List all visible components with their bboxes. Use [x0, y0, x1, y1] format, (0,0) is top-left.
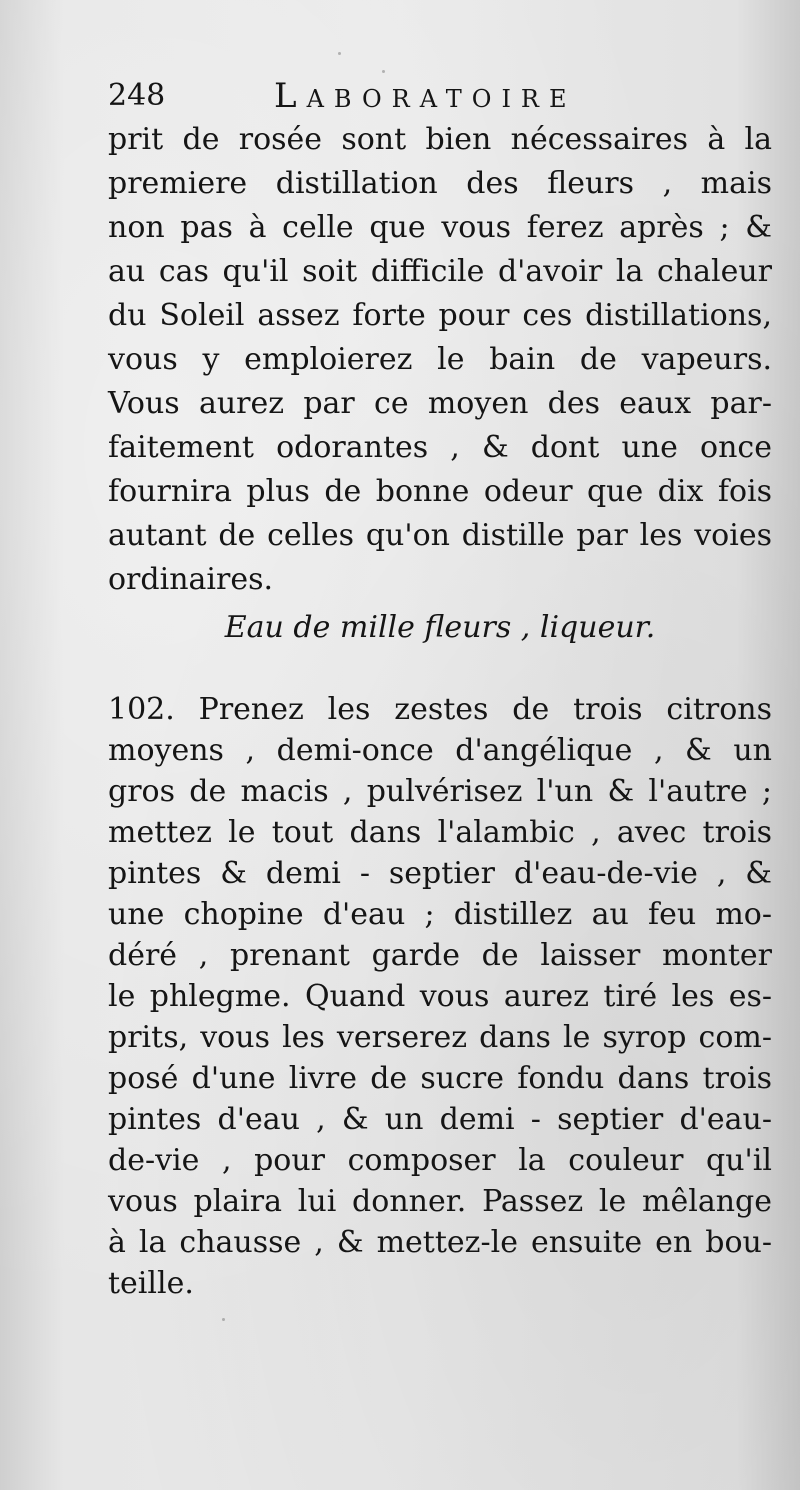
- text-line: gros de macis , pulvérisez l'un & l'autre ;: [108, 774, 772, 809]
- page-header: [108, 74, 668, 118]
- text-line: non pas à celle que vous ferez après ; &: [108, 210, 772, 245]
- text-line: ordinaires.: [108, 562, 274, 597]
- text-line: teille.: [108, 1266, 194, 1301]
- text-line: au cas qu'il soit difficile d'avoir la chaleur: [108, 254, 772, 289]
- print-speck: [222, 1318, 225, 1321]
- text-line: une chopine d'eau ; distillez au feu mo-: [108, 897, 772, 932]
- text-line: à la chausse , & mettez-le ensuite en bou-: [108, 1225, 772, 1260]
- print-speck: [382, 70, 385, 73]
- text-line: vous y emploierez le bain de vapeurs.: [108, 342, 772, 377]
- text-line: 102. Prenez les zestes de trois citrons: [108, 692, 772, 727]
- text-line: déré , prenant garde de laisser monter: [108, 938, 772, 973]
- text-line: du Soleil assez forte pour ces distillations,: [108, 298, 772, 333]
- text-line: fournira plus de bonne odeur que dix fois: [108, 474, 772, 509]
- text-line: posé d'une livre de sucre fondu dans trois: [108, 1061, 772, 1096]
- text-line: prits, vous les verserez dans le syrop com-: [108, 1020, 772, 1055]
- section-heading: Eau de mille fleurs , liqueur.: [224, 610, 656, 645]
- text-line: pintes & demi - septier d'eau-de-vie , &: [108, 856, 772, 891]
- text-line: Vous aurez par ce moyen des eaux par-: [108, 386, 772, 421]
- text-line: moyens , demi-once d'angélique , & un: [108, 733, 772, 768]
- print-speck: [338, 52, 341, 55]
- text-line: premiere distillation des fleurs , mais: [108, 166, 772, 201]
- text-line: faitement odorantes , & dont une once: [108, 430, 772, 465]
- running-head: Laboratoire: [274, 76, 577, 116]
- text-line: mettez le tout dans l'alambic , avec trois: [108, 815, 772, 850]
- text-line: vous plaira lui donner. Passez le mêlange: [108, 1184, 772, 1219]
- text-line: pintes d'eau , & un demi - septier d'eau-: [108, 1102, 772, 1137]
- text-line: le phlegme. Quand vous aurez tiré les es-: [108, 979, 772, 1014]
- page-number: 248: [108, 78, 166, 113]
- text-line: prit de rosée sont bien nécessaires à la: [108, 122, 772, 157]
- text-line: de-vie , pour composer la couleur qu'il: [108, 1143, 772, 1178]
- text-line: autant de celles qu'on distille par les voies: [108, 518, 772, 553]
